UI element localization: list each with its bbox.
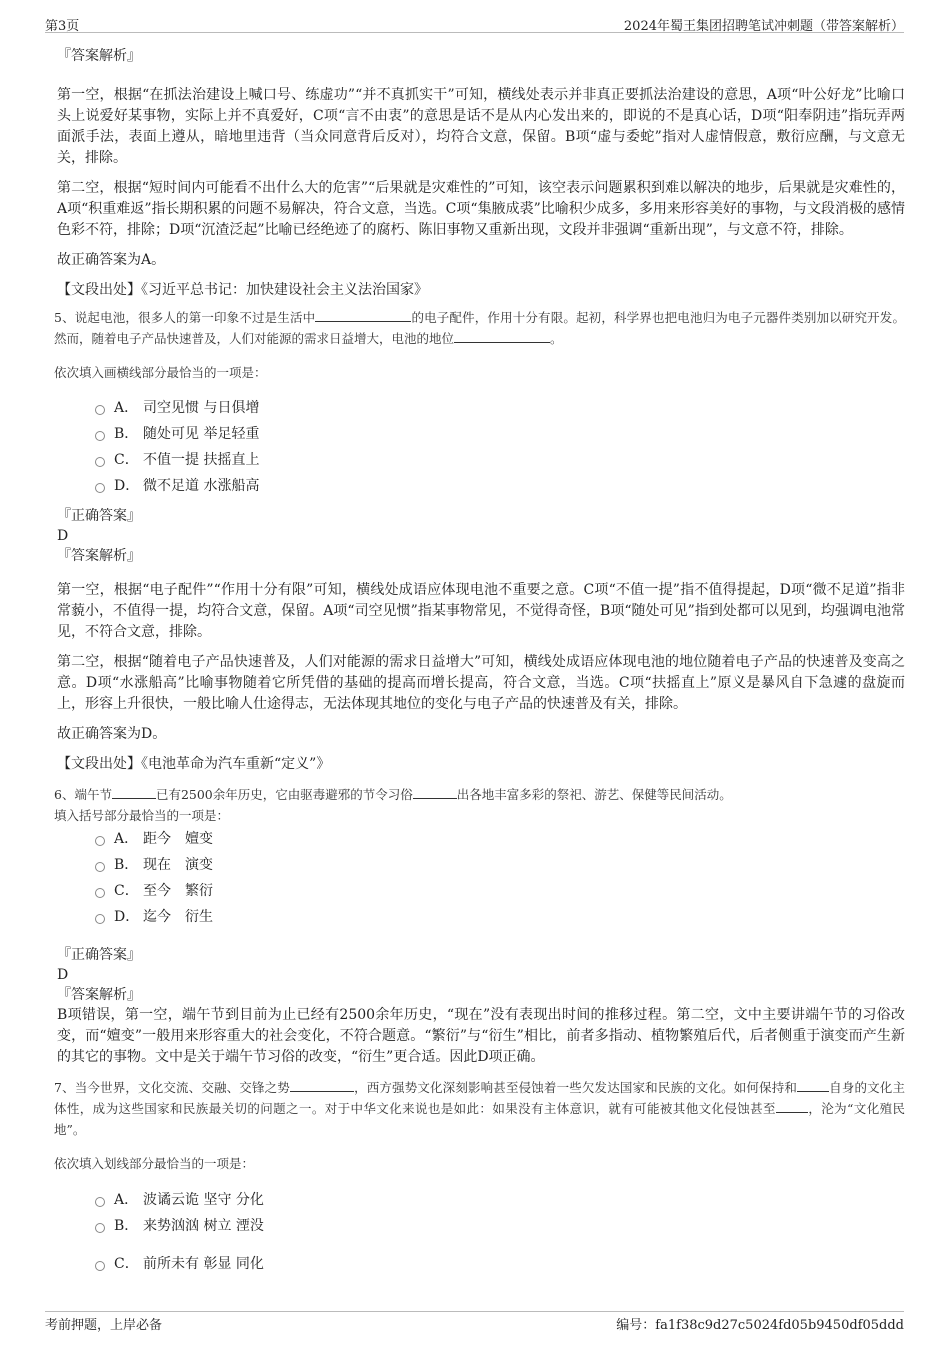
radio-icon[interactable] — [95, 431, 105, 441]
fill-blank — [290, 1078, 354, 1092]
correct-answer: D — [57, 967, 69, 983]
radio-icon[interactable] — [95, 1197, 105, 1207]
option-text: 现在 演变 — [143, 857, 213, 873]
stem-text: ，沦为“文化殖民地”。 — [54, 1101, 905, 1137]
question-stem — [54, 1077, 905, 1140]
stem-text: 7、当今世界，文化交流、交融、交锋之势 — [54, 1080, 290, 1095]
option-label: C． — [114, 883, 139, 899]
page-header — [0, 0, 950, 36]
answer-conclusion: 故正确答案为A。 — [57, 252, 166, 268]
radio-icon[interactable] — [95, 888, 105, 898]
analysis-tag: 『答案解析』 — [57, 48, 141, 64]
stem-text: ，西方强势文化深刻影响甚至侵蚀着一些欠发达国家和民族的文化。如何保持和 — [353, 1080, 798, 1095]
fill-blank — [112, 785, 156, 799]
option-c[interactable] — [95, 1251, 905, 1277]
fill-blank — [776, 1099, 808, 1113]
stem-text: 已有2500余年历史，它由驱毒避邪的节令习俗 — [155, 787, 413, 802]
option-list — [95, 826, 905, 930]
stem-text: 6、端午节 — [54, 787, 112, 802]
radio-icon[interactable] — [95, 483, 105, 493]
correct-answer: D — [57, 528, 69, 544]
stem-text: 。 — [550, 331, 563, 346]
document-title: 2024年蜀王集团招聘笔试冲刺题（带答案解析） — [623, 19, 904, 34]
document-id: 编号：fa1f38c9d27c5024fd05b9450df05ddd — [616, 1318, 904, 1333]
question-prompt: 依次填入划线部分最恰当的一项是： — [54, 1156, 255, 1171]
option-list — [95, 395, 905, 499]
option-c[interactable] — [95, 447, 905, 473]
option-label: A． — [114, 831, 139, 847]
stem-text: 的电子配件，作用十分有限。起初，科学界也把电池归为电子元器件类别加以研究开发。然而，随着电子产品快速普及，人们对能源的需求日益增大，电池的地位 — [54, 310, 905, 346]
option-d[interactable] — [95, 473, 905, 499]
option-label: B． — [114, 857, 139, 873]
radio-icon[interactable] — [95, 1261, 105, 1271]
fill-blank — [413, 785, 457, 799]
option-a[interactable] — [95, 395, 905, 421]
radio-icon[interactable] — [95, 1223, 105, 1233]
fill-blank — [797, 1078, 829, 1092]
footer-rule — [45, 1311, 904, 1312]
radio-icon[interactable] — [95, 457, 105, 467]
header-rule — [45, 32, 904, 33]
option-a[interactable] — [95, 826, 905, 852]
analysis-tag: 『答案解析』 — [57, 548, 141, 564]
option-text: 至今 繁衍 — [143, 883, 213, 899]
option-label: A． — [114, 1192, 139, 1208]
analysis-paragraph: 第二空，根据“随着电子产品快速普及，人们对能源的需求日益增大”可知，横线处成语应体现电池的地位随着电子产品的快速普及变高之意。D项“水涨船高”比喻事物随着它所凭借的基础的提高而增长提高，符合文意，当选。C项“扶摇直上”原义是暴风自下急遽的盘旋而上，形容上升很快，一般比喻人仕途得志，无法体现其地位的变化与电子产品的快速普及有关，排除。 — [57, 654, 905, 712]
option-label: D． — [114, 909, 140, 925]
analysis-paragraph: 第二空，根据“短时间内可能看不出什么大的危害”“后果就是灾难性的”可知，该空表示问题累积到难以解决的地步，后果就是灾难性的，A项“积重难返”指长期积累的问题不易解决，符合文意，当选。C项“集腋成裘”比喻积少成多，多用来形容美好的事物，与文段消极的感情色彩不符，排除；D项“沉渣泛起”比喻已经绝迹了的腐朽、陈旧事物又重新出现，文段并非强调“重新出现”，与文意不符，排除。 — [57, 180, 905, 238]
page-footer — [0, 1300, 950, 1345]
question-stem — [54, 307, 905, 349]
option-text: 前所未有 彰显 同化 — [143, 1256, 264, 1272]
analysis-paragraph: 第一空，根据“在抓法治建设上喊口号、练虚功”“并不真抓实干”可知，横线处表示并非真正要抓法治建设的意思，A项“叶公好龙”比喻口头上说爱好某事物，实际上并不真爱好，C项“言不由衷”的意思是话不是从内心发出来的，即说的不是真心话，D项“阳奉阴违”指玩弄两面派手法，表面上遵从，暗地里违背（当众同意背后反对），均符合文意，保留。B项“虚与委蛇”指对人虚情假意，敷衍应酬，与文意无关，排除。 — [57, 87, 905, 166]
option-list — [95, 1187, 905, 1277]
option-b[interactable] — [95, 1213, 905, 1239]
answer-conclusion: 故正确答案为D。 — [57, 726, 167, 742]
option-label: C． — [114, 1256, 139, 1272]
option-text: 波谲云诡 坚守 分化 — [143, 1192, 264, 1208]
footer-slogan: 考前押题，上岸必备 — [45, 1318, 163, 1333]
fill-blank — [315, 308, 411, 322]
stem-text: 5、说起电池，很多人的第一印象不过是生活中 — [54, 310, 316, 325]
option-d[interactable] — [95, 904, 905, 930]
option-label: B． — [114, 1218, 139, 1234]
analysis-paragraph: B项错误，第一空，端午节到目前为止已经有2500余年历史，“现在”没有表现出时间的推移过程。第二空，文中主要讲端午节的习俗改变，而“嬗变”一般用来形容重大的社会变化，不符合题意。“繁衍”与“衍生”相比，前者多指动、植物繁殖后代，后者侧重于演变而产生新的其它的事物。文中是关于端午节习俗的改变，“衍生”更合适。因此D项正确。 — [57, 1007, 905, 1065]
question-prompt: 填入括号部分最恰当的一项是： — [54, 808, 230, 823]
correct-answer-tag: 『正确答案』 — [57, 508, 141, 524]
option-text: 微不足道 水涨船高 — [143, 478, 260, 494]
option-text: 司空见惯 与日俱增 — [143, 400, 260, 416]
option-c[interactable] — [95, 878, 905, 904]
option-label: B． — [114, 426, 139, 442]
radio-icon[interactable] — [95, 405, 105, 415]
page-number: 第3页 — [45, 19, 80, 34]
option-b[interactable] — [95, 852, 905, 878]
correct-answer-tag: 『正确答案』 — [57, 947, 141, 963]
option-text: 随处可见 举足轻重 — [143, 426, 260, 442]
page-content — [45, 40, 905, 1277]
option-text: 不值一提 扶摇直上 — [143, 452, 260, 468]
question-prompt: 依次填入画横线部分最恰当的一项是： — [54, 365, 267, 380]
source-citation: 【文段出处】《习近平总书记：加快建设社会主义法治国家》 — [57, 282, 428, 298]
radio-icon[interactable] — [95, 836, 105, 846]
radio-icon[interactable] — [95, 914, 105, 924]
option-label: C． — [114, 452, 139, 468]
stem-text: 自身的文化主体性，成为这些国家和民族最关切的问题之一。对于中华文化来说也是如此：如果没有主体意识，就有可能被其他文化侵蚀甚至 — [54, 1080, 905, 1116]
option-text: 距今 嬗变 — [143, 831, 213, 847]
option-a[interactable] — [95, 1187, 905, 1213]
analysis-paragraph: 第一空，根据“电子配件”“作用十分有限”可知，横线处成语应体现电池不重要之意。C项“不值一提”指不值得提起，D项“微不足道”指非常藐小，不值得一提，均符合文意，保留。A项“司空见惯”指某事物常见，不觉得奇怪，B项“随处可见”指到处都可以见到，均强调电池常见，不符合文意，排除。 — [57, 582, 905, 640]
option-text: 迄今 衍生 — [143, 909, 213, 925]
radio-icon[interactable] — [95, 862, 105, 872]
fill-blank — [454, 329, 550, 343]
option-b[interactable] — [95, 421, 905, 447]
source-citation: 【文段出处】《电池革命为汽车重新“定义”》 — [57, 756, 331, 772]
stem-text: 出各地丰富多彩的祭祀、游艺、保健等民间活动。 — [456, 787, 732, 802]
option-label: A． — [114, 400, 139, 416]
option-text: 来势汹汹 树立 湮没 — [143, 1218, 264, 1234]
option-label: D． — [114, 478, 140, 494]
question-stem — [54, 784, 905, 805]
analysis-tag: 『答案解析』 — [57, 987, 141, 1003]
